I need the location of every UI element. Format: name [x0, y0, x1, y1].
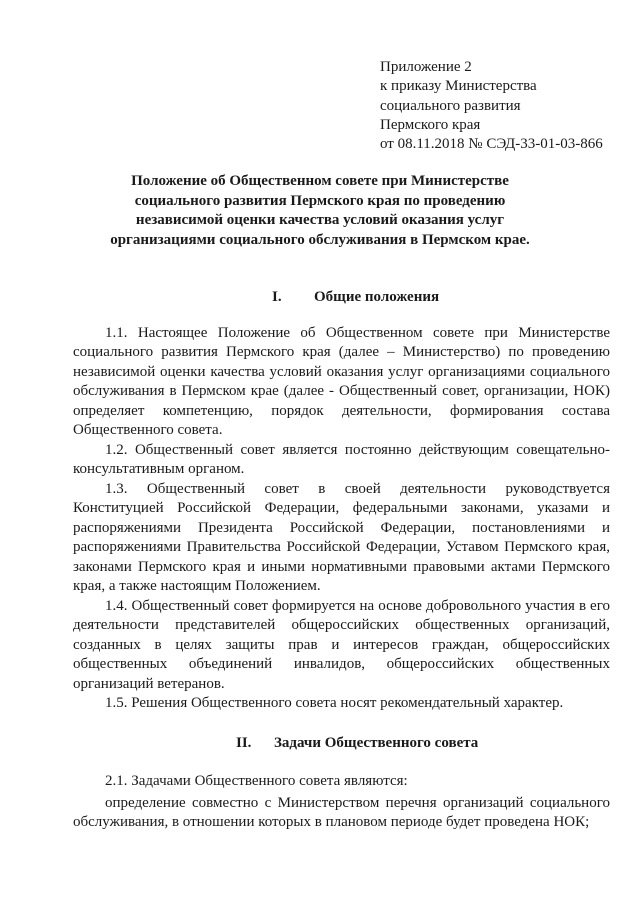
section-2-heading	[236, 735, 478, 752]
section-1-heading	[272, 289, 439, 306]
header-line: Пермского края	[380, 116, 481, 133]
section-number: I.	[272, 289, 282, 305]
paragraph-1-5: 1.5. Решения Общественного совета носят рекомендательный характер.	[105, 695, 564, 711]
header-line: социального развития	[380, 97, 521, 114]
paragraph-1-3: 1.3. Общественный совет в своей деятельности руководствуется Конституцией Российской Федерации, федеральными законами, указами и распоряжениями Президента Российской Федерации, постановлениями и распоряжениями Правительства Российской Федерации, Уставом Пермского края, законами Пермского края и иными нормативными правовыми актами Пермского края, а также настоящим Положением.	[73, 481, 610, 595]
title-line: Положение об Общественном совете при Министерстве	[131, 173, 509, 189]
title-line: независимой оценки качества условий оказания услуг	[135, 212, 505, 229]
paragraph-2-1-item: определение совместно с Министерством перечня организаций социального обслуживания, в отношении которых в плановом периоде будет проведена НОК;	[73, 795, 610, 831]
appendix-header	[380, 58, 630, 154]
section-number: II.	[236, 735, 252, 751]
paragraph-1-2: 1.2. Общественный совет является постоянно действующим совещательно-консультативным органом.	[73, 442, 610, 478]
title-line: социального развития Пермского края по проведению	[134, 192, 506, 209]
paragraph-1-4: 1.4. Общественный совет формируется на основе добровольного участия в его деятельности представителей общероссийских общественных организаций, созданных в целях защиты прав и интересов граждан, общероссийских общественных объединений инвалидов, общероссийских общественных организаций ветеранов.	[73, 598, 610, 692]
section-title: Общие положения	[314, 289, 440, 305]
header-line: от 08.11.2018 № СЭД-33-01-03-866	[380, 136, 603, 153]
title-line: организациями социального обслуживания в Пермском крае.	[110, 231, 530, 248]
header-line: Приложение 2	[380, 59, 472, 75]
paragraph-1-1: 1.1. Настоящее Положение об Общественном совете при Министерстве социального развития Пермского края (далее – Министерство) по проведению независимой оценки качества условий оказания услуг организациями социального обслуживания в Пермском крае (далее - Общественный совет, организации, НОК) определяет компетенцию, порядок деятельности, формирования состава Общественного совета.	[73, 325, 610, 439]
paragraph-2-1: 2.1. Задачами Общественного совета являются:	[105, 773, 408, 789]
section-title: Задачи Общественного совета	[274, 735, 479, 751]
header-line: к приказу Министерства	[380, 78, 537, 95]
document-title	[60, 172, 580, 250]
